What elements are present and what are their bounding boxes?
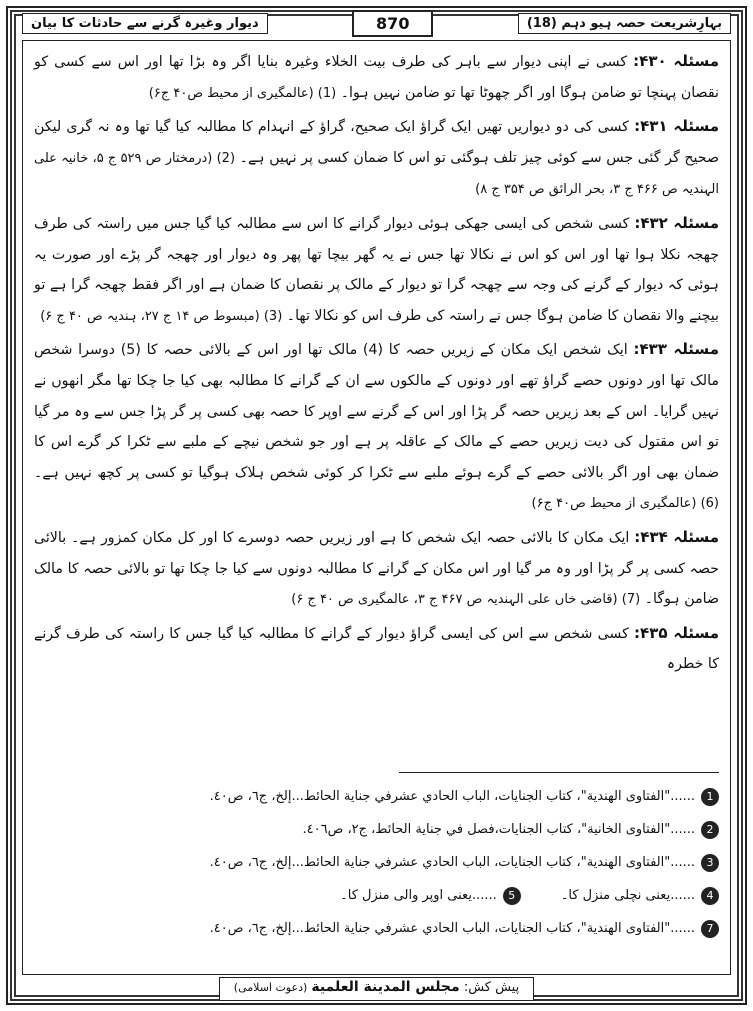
masala-text: کسی نے اپنی دیوار سے باہر کی طرف بیت الخلاء وغیرہ بنایا اگر وہ بڑا تھا اور اس سے کسی کو نقصان پہنچا تو ضامن ہوگا اور اگر چھوٹا تھا تو ضامن نہیں ہوا۔	[34, 54, 719, 101]
footnote-number: 7	[701, 920, 719, 938]
chapter-title: دیوار وغیرہ گرنے سے حادثات کا بیان	[22, 13, 268, 34]
masala-430	[34, 46, 719, 109]
footnote-number: 4	[701, 887, 719, 905]
masala-432	[34, 208, 719, 332]
masala-reference: (2) (درمختار ص ۵۲۹ ج ۵، خانیہ علی الہندیہ ص ۴۶۶ ج ۳، بحر الرائق ص ۳۵۴ ج ۸)	[34, 150, 719, 198]
footnote-item	[34, 813, 719, 846]
masala-reference: (3) (مبسوط ص ۱۴ ج ۲۷، ہندیہ ص ۴۰ ج ۶)	[40, 308, 283, 324]
footnote-number: 3	[701, 854, 719, 872]
footnote-text: ......"الفتاوى الهندية"، كتاب الجنايات، الباب الحادي عشرفي جناية الحائط...إلخ، ج٦، ص٤٠.	[209, 921, 695, 936]
footnote-item	[34, 912, 719, 945]
masala-reference: (7) (قاضی خاں علی الہندیہ ص ۴۶۷ ج ۳، عالمگیری ص ۴۰ ج ۶)	[291, 592, 641, 608]
masala-text: ایک مکان کا بالائی حصہ ایک شخص کا ہے اور زیریں حصہ دوسرے کا اور کل مکان کمزور ہے۔ بالائی حصہ کسی پر گر پڑا اور وہ مر گیا اور اس مکان کے گرانے کا مطالبہ دونوں سے کیا جا چکا تھا تو بالائی حصہ کا مالک ضامن ہوگا۔	[34, 529, 719, 608]
publisher-prefix: پیش کش:	[463, 980, 520, 995]
footnote-number: 5	[503, 887, 521, 905]
masala-text: کسی شخص کی ایسی جھکی ہوئی دیوار گرانے کا اس سے مطالبہ کیا گیا جس میں راستہ کی طرف چھجہ نکلا ہوا تھا اور اس کو اس نے نکالا تھا جس نے یہ گھر بیچا تھا پھر وہ دیوار اور چھجہ گر پڑے اور صورت یہ ہوئی کہ دیوار کے گرنے کی وجہ سے چھجہ گرا تو دیوار کے مالک پر نقصان کا ضمان ہے اور اگر فقط چھجہ گرا ہے تو بیچنے والا نقصان کا ضامن ہوگا جس نے راستہ کی طرف اس کو نکالا تھا۔	[34, 215, 719, 324]
masala-label: مسئلہ ۴۳۳:	[633, 340, 719, 359]
book-title: بہارِشریعت حصہ ہیو دہم (18)	[518, 13, 731, 34]
footnote-number: 1	[701, 788, 719, 806]
masala-label: مسئلہ ۴۳۰:	[633, 52, 720, 70]
masala-label: مسئلہ ۴۳۵:	[634, 623, 719, 642]
masala-reference: (1) (عالمگیری از محیط ص۴۰ ج۶)	[148, 85, 337, 101]
page-header	[22, 8, 731, 38]
masala-431	[34, 111, 719, 206]
footnote-text: ......"الفتاوى الهندية"، كتاب الجنايات، الباب الحادي عشرفي جناية الحائط...إلخ، ج٦، ص٤٠.	[209, 855, 695, 870]
publisher-name: مجلس المدينة العلمية	[311, 979, 460, 995]
footnote-item	[34, 780, 719, 813]
masala-label: مسئلہ ۴۳۲:	[634, 213, 719, 232]
publisher-box	[219, 977, 534, 1001]
footnote-item	[34, 846, 719, 879]
masala-text: کسی شخص سے اس کی ایسی گراؤ دیوار کے گرانے کا مطالبہ کیا گیا جس کا راستہ کی طرف گرنے کا خطرہ	[34, 625, 719, 673]
masala-433	[34, 334, 719, 520]
footnote-text: ......یعنی نچلی منزل کا۔	[560, 888, 695, 903]
footnotes	[34, 780, 719, 945]
masala-label: مسئلہ ۴۳۱:	[634, 117, 720, 136]
page-number: 870	[352, 10, 433, 37]
footnote-text: ......"الفتاوی الهندية"، كتاب الجنايات، الباب الحادي عشرفي جناية الحائط...إلخ، ج٦، ص٤٠.	[209, 789, 695, 804]
masala-text: کسی کی دو دیواریں تھیں ایک گراؤ ایک صحیح، گراؤ کے انہدام کا مطالبہ کیا گیا تھا وہ نہ گری لیکن صحیح گر گئی جس سے کوئی چیز تلف ہوگئی تو اس کا ضمان کسی پر نہیں ہے۔	[34, 119, 720, 166]
page-footer	[0, 977, 753, 1001]
masala-label: مسئلہ ۴۳۴:	[634, 527, 719, 546]
masala-434	[34, 522, 719, 616]
masala-reference: (6) (عالمگیری از محیط ص۴۰ ج۶)	[531, 496, 719, 512]
publisher-sub: (دعوت اسلامی)	[233, 981, 308, 994]
masala-text: ایک شخص ایک مکان کے زیریں حصہ کا (4) مالک تھا اور اس کے بالائی حصہ کا (5) دوسرا شخص مالک تھا اور دونوں حصے گراؤ تھے اور دونوں کے مالکوں سے ان کے گرانے کا مطالبہ بھی کیا جا چکا تھا مگر انھوں نے نہیں گرایا۔ اس کے بعد زیریں حصہ گر پڑا اور اس کے گرنے سے اوپر کا حصہ بھی کسی پر گر پڑا جس سے وہ مر گیا تو اس مقتول کی دیت زیریں حصے کے مالک کے عاقلہ پر ہے اور جو شخص نیچے کے ملبے سے ٹکرا کر گرے اس کا ضمان بھی اور اگر بالائی حصے کے گرے ہوئے ملبے سے ٹکرا کر کوئی شخص ہلاک ہوگیا تو کسی پر کچھ نہیں ہے۔	[34, 342, 719, 481]
footnote-divider	[399, 772, 719, 773]
footnote-text: ......یعنی اوپر والی منزل کا۔	[340, 888, 497, 903]
footnote-pair	[34, 879, 719, 912]
footnote-text: ......"الفتاوى الخانية"، كتاب الجنايات،فصل في جناية الحائط، ج٢، ص٤٠٦.	[302, 822, 695, 837]
footnote-number: 2	[701, 821, 719, 839]
body-text	[34, 46, 719, 766]
masala-435	[34, 618, 719, 680]
